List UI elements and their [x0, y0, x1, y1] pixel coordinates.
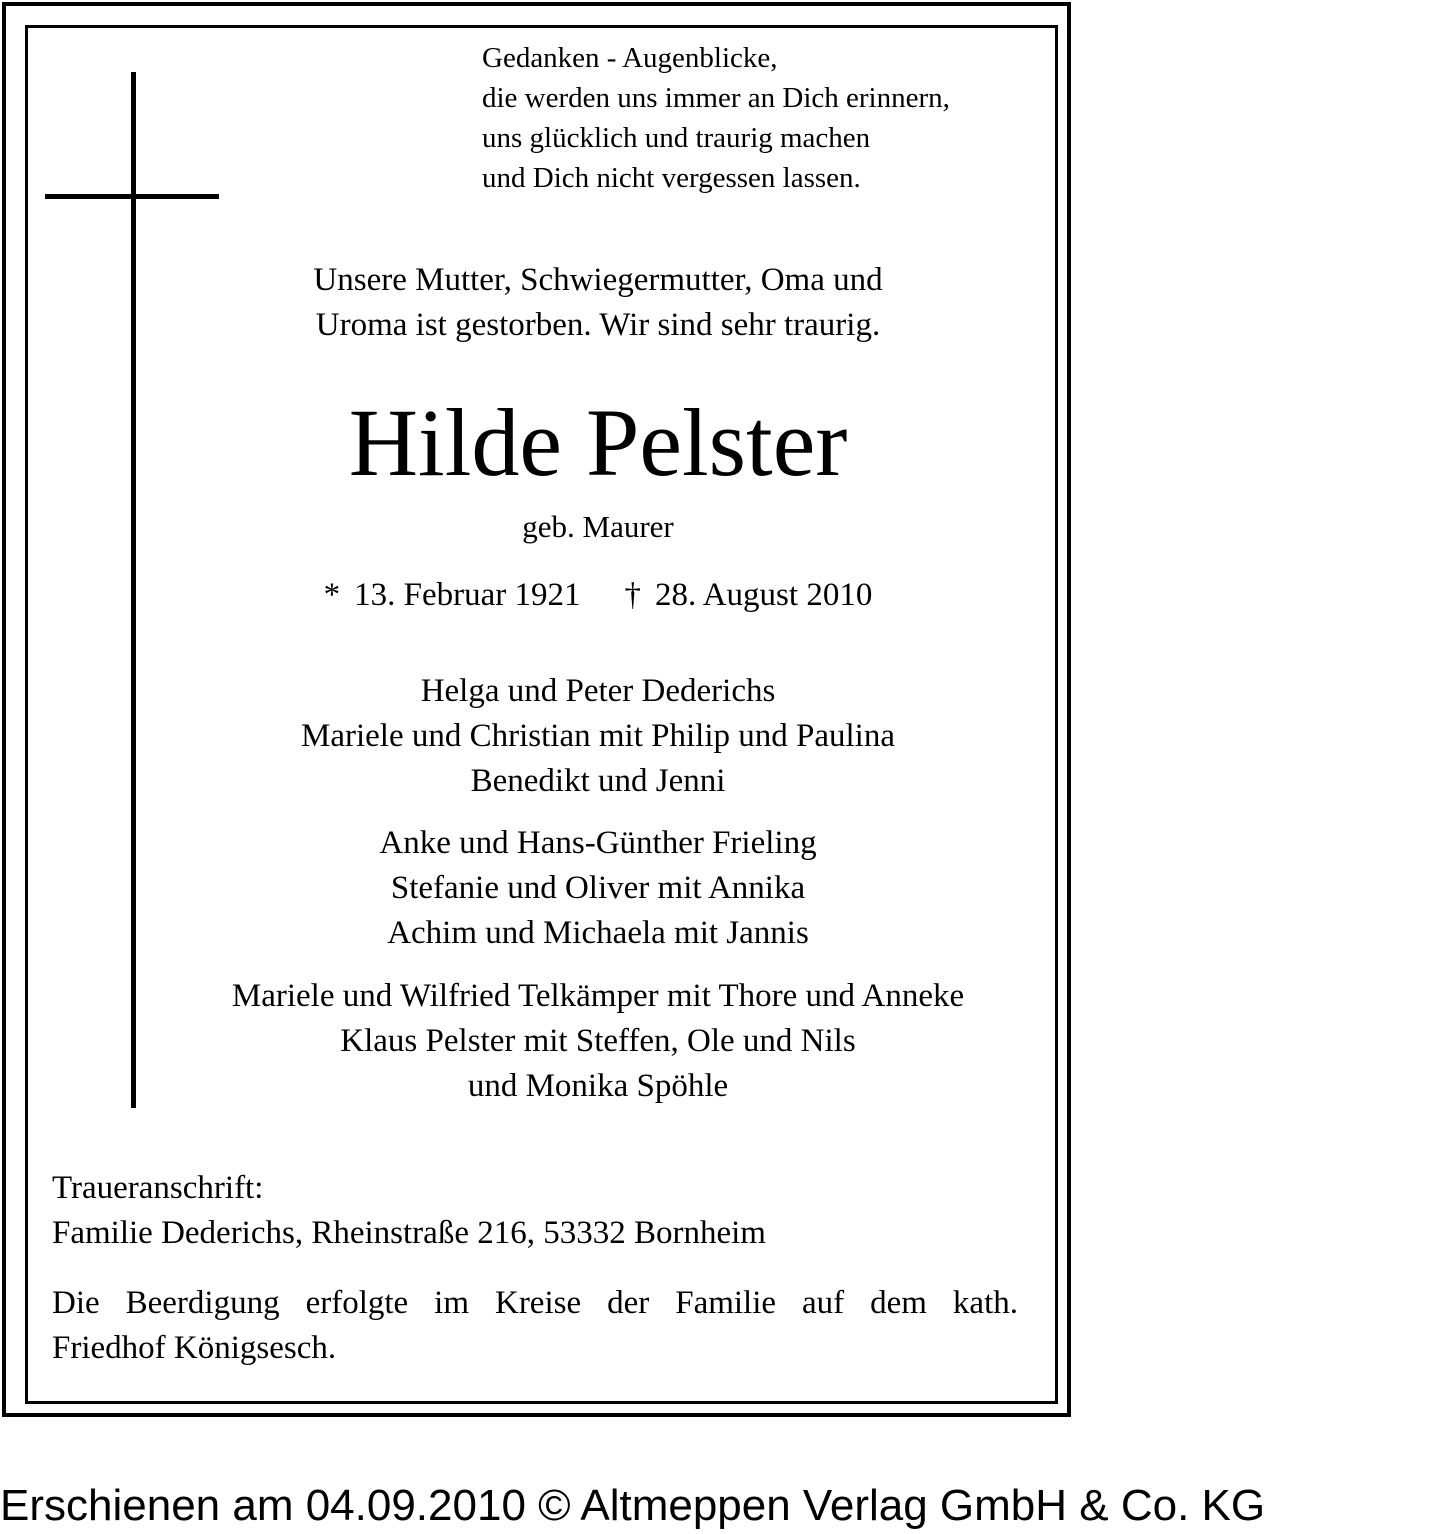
intro-text: [150, 258, 1046, 348]
cross-icon-vertical-bar: [131, 72, 136, 1108]
mourner-group: [150, 821, 1046, 956]
publication-footer: Erschienen am 04.09.2010 © Altmeppen Verlag GmbH & Co. KG: [0, 1481, 1266, 1530]
mourner-line: Stefanie und Oliver mit Annika: [390, 870, 806, 906]
funeral-line: Friedhof Königsesch.: [52, 1330, 337, 1366]
mourner-group: [150, 669, 1046, 804]
intro-line: Unsere Mutter, Schwiegermutter, Oma und: [313, 262, 883, 298]
mourner-line: Anke und Hans-Günther Frieling: [379, 825, 817, 861]
life-dates: [150, 573, 1046, 617]
poem-line: und Dich nicht vergessen lassen.: [482, 162, 861, 194]
mourning-address: [52, 1166, 766, 1256]
mourner-group: [150, 974, 1046, 1109]
cross-icon-horizontal-bar: [45, 194, 219, 199]
mourner-line: Benedikt und Jenni: [470, 763, 726, 799]
poem-line: Gedanken - Augenblicke,: [482, 42, 778, 74]
mourner-line: Helga und Peter Dederichs: [420, 673, 776, 709]
death-date: 28. August 2010: [655, 577, 873, 613]
poem-line: uns glücklich und traurig machen: [482, 122, 871, 154]
address-value: Familie Dederichs, Rheinstraße 216, 53332 Bornheim: [52, 1215, 766, 1251]
mourner-line: Achim und Michaela mit Jannis: [387, 915, 809, 951]
death-symbol-icon: †: [624, 577, 642, 613]
intro-line: Uroma ist gestorben. Wir sind sehr traurig.: [315, 307, 881, 343]
funeral-note: [52, 1281, 1018, 1371]
birth-date: 13. Februar 1921: [354, 577, 581, 613]
maiden-name: geb. Maurer: [522, 509, 674, 544]
funeral-line: Die Beerdigung erfolgte im Kreise der Familie auf dem kath.: [52, 1285, 1018, 1321]
deceased-name: Hilde Pelster: [348, 389, 848, 496]
mourner-line: Klaus Pelster mit Steffen, Ole und Nils: [340, 1023, 856, 1059]
mourner-line: Mariele und Wilfried Telkämper mit Thore und Anneke: [231, 978, 965, 1014]
birth-symbol: *: [323, 577, 341, 613]
mourner-line: und Monika Spöhle: [467, 1068, 729, 1104]
poem-line: die werden uns immer an Dich erinnern,: [482, 82, 950, 114]
poem: [482, 38, 950, 198]
address-label: Traueranschrift:: [52, 1170, 264, 1206]
mourner-line: Mariele und Christian mit Philip und Paulina: [301, 718, 895, 754]
